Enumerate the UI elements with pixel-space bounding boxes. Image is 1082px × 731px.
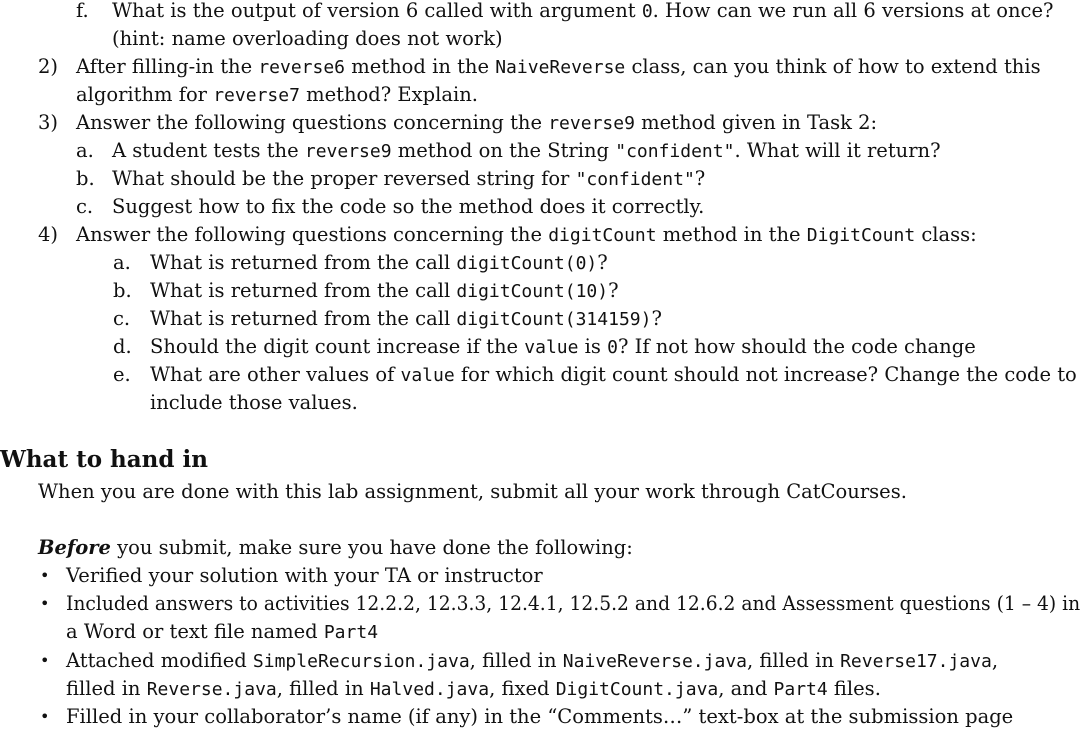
list-marker: 4): [38, 223, 59, 246]
text: . What will it return?: [734, 139, 941, 162]
submit-instructions: When you are done with this lab assignment, submit all your work through CatCourses.: [38, 480, 907, 503]
text: you submit, make sure you have done the following:: [110, 536, 633, 559]
text: , filled in: [747, 649, 841, 672]
question-4c: [113, 305, 662, 334]
code-inline: 0: [641, 1, 653, 22]
code-inline: value: [524, 337, 579, 358]
code-inline: Reverse.java: [146, 679, 277, 700]
text: algorithm for: [76, 83, 214, 106]
list-marker: 3): [38, 111, 59, 134]
checklist-item-1: Verified your solution with your TA or instructor: [66, 564, 543, 587]
text: filled in: [66, 677, 147, 700]
list-marker: e.: [113, 363, 131, 386]
code-inline: Halved.java: [369, 679, 490, 700]
text: What should be the proper reversed string for: [112, 167, 576, 190]
text: , filled in: [276, 677, 370, 700]
code-inline: Reverse17.java: [840, 651, 992, 672]
checklist-item-3: [66, 647, 998, 676]
text: , filled in: [469, 649, 563, 672]
text: Attached modified: [66, 649, 253, 672]
checklist-item-2: Included answers to activities 12.2.2, 12.3.3, 12.4.1, 12.5.2 and 12.6.2 and Assessment questions (1 – 4) in: [66, 592, 1081, 615]
item-f: [76, 0, 1053, 26]
text: ?: [597, 251, 608, 274]
text: What is the output of version 6 called with argument: [112, 0, 642, 22]
text: method in the: [656, 223, 807, 246]
emphasis-text: Before: [38, 536, 111, 559]
code-inline: value: [400, 365, 455, 386]
text: Answer the following questions concerning the: [76, 223, 549, 246]
list-marker: d.: [113, 335, 132, 358]
text: What are other values of: [150, 363, 401, 386]
code-inline: reverse6: [258, 57, 346, 78]
text: is: [578, 335, 608, 358]
code-inline: "confident": [575, 169, 695, 190]
code-inline: digitCount(314159): [456, 309, 652, 330]
code-inline: digitCount(10): [456, 281, 609, 302]
code-inline: Part4: [323, 622, 379, 643]
text: . How can we run all 6 versions at once?: [652, 0, 1054, 22]
list-marker: 2): [38, 55, 59, 78]
bullet-icon: •: [40, 707, 50, 726]
section-heading: What to hand in: [0, 446, 208, 473]
code-inline: DigitCount: [806, 225, 916, 246]
text: class, can you think of how to extend this: [625, 55, 1041, 78]
text: Answer the following questions concerning the: [76, 111, 549, 134]
question-3: [38, 109, 877, 138]
code-inline: digitCount: [548, 225, 657, 246]
text: method on the String: [391, 139, 616, 162]
text: ,: [991, 649, 999, 672]
text: method? Explain.: [299, 83, 478, 106]
code-inline: "confident": [615, 141, 735, 162]
text: files.: [827, 677, 881, 700]
text: What is returned from the call: [150, 307, 457, 330]
question-4a: [113, 249, 608, 278]
code-inline: reverse9: [304, 141, 392, 162]
text: , and: [718, 677, 774, 700]
text: for which digit count should not increase? Change the code to: [454, 363, 1077, 386]
question-4: [38, 221, 977, 250]
text: Should the digit count increase if the: [150, 335, 525, 358]
code-inline: reverse7: [213, 85, 300, 106]
code-inline: DigitCount.java: [555, 679, 719, 700]
question-3b: [76, 165, 705, 194]
text: method given in Task 2:: [634, 111, 878, 134]
code-inline: NaiveReverse.java: [562, 651, 747, 672]
text: What is returned from the call: [150, 279, 457, 302]
text: ?: [694, 167, 706, 190]
bullet-icon: •: [40, 594, 50, 613]
text: a Word or text file named: [66, 620, 324, 643]
before-paragraph: [38, 534, 633, 562]
question-3a: [76, 137, 941, 166]
list-marker: a.: [76, 139, 94, 162]
text: A student tests the: [112, 139, 305, 162]
code-inline: reverse9: [548, 113, 635, 134]
list-marker: a.: [113, 251, 131, 274]
code-inline: 0: [607, 337, 618, 358]
code-inline: SimpleRecursion.java: [252, 651, 470, 672]
bullet-icon: •: [40, 651, 50, 670]
code-inline: Part4: [773, 679, 828, 700]
text: , fixed: [489, 677, 556, 700]
question-2: [38, 53, 1041, 82]
text: class:: [915, 223, 977, 246]
text: Suggest how to fix the code so the method does it correctly.: [112, 195, 705, 218]
list-marker: c.: [113, 307, 131, 330]
list-marker: b.: [76, 167, 95, 190]
text: After filling-in the: [76, 55, 259, 78]
text: ?: [651, 307, 662, 330]
question-4e-line2: include those values.: [150, 391, 358, 414]
checklist-item-4: Filled in your collaborator’s name (if any) in the “Comments…” text-box at the submission page: [66, 705, 1014, 728]
list-marker: b.: [113, 279, 132, 302]
question-4b: [113, 277, 619, 306]
item-f-hint: (hint: name overloading does not work): [112, 27, 503, 50]
code-inline: digitCount(0): [456, 253, 598, 274]
checklist-item-2-line2: [66, 618, 378, 647]
list-marker: f.: [76, 0, 89, 22]
text: What is returned from the call: [150, 251, 457, 274]
question-2-line2: [76, 81, 478, 110]
list-marker: c.: [76, 195, 94, 218]
code-inline: NaiveReverse: [495, 57, 626, 78]
question-4e: [113, 361, 1077, 390]
question-4d: [113, 333, 976, 362]
checklist-item-3-line2: [66, 675, 881, 704]
text: method in the: [345, 55, 496, 78]
text: ?: [608, 279, 619, 302]
bullet-icon: •: [40, 566, 50, 585]
text: ? If not how should the code change: [617, 335, 976, 358]
question-3c: [76, 193, 704, 221]
